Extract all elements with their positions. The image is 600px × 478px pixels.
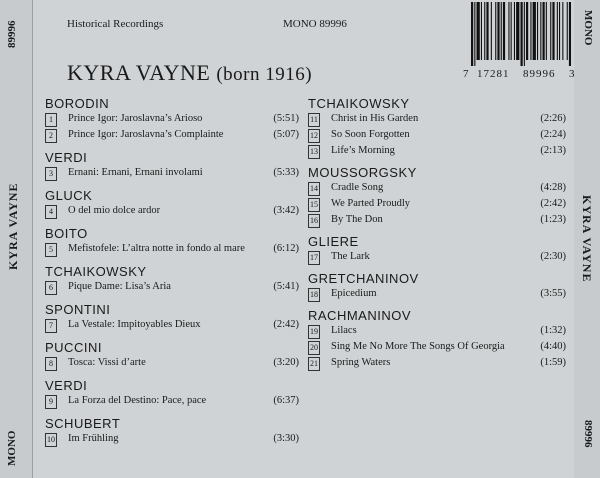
track-duration: (1:59) bbox=[540, 357, 566, 368]
track-row bbox=[45, 205, 299, 219]
barcode-bar bbox=[516, 2, 519, 60]
track-number: 18 bbox=[308, 288, 320, 302]
track-number: 19 bbox=[308, 325, 320, 339]
track-title: Ernani: Ernani, Ernani involami bbox=[68, 167, 203, 178]
composer-heading: GLUCK bbox=[45, 188, 93, 203]
track-title: Spring Waters bbox=[331, 357, 391, 368]
barcode-bar bbox=[501, 2, 502, 60]
track-number: 16 bbox=[308, 214, 320, 228]
track-title: O del mio dolce ardor bbox=[68, 205, 161, 216]
track-row bbox=[308, 198, 566, 212]
track-duration: (3:55) bbox=[540, 288, 566, 299]
composer-heading: TCHAIKOWSKY bbox=[308, 96, 410, 111]
barcode-bar bbox=[481, 2, 482, 60]
track-duration: (3:42) bbox=[273, 205, 299, 216]
track-duration: (1:32) bbox=[540, 325, 566, 336]
track-row bbox=[308, 341, 566, 355]
track-row bbox=[308, 214, 566, 228]
spine-artist-name-right: KYRA VAYNE bbox=[580, 195, 594, 283]
track-row bbox=[308, 129, 566, 143]
composer-heading: SCHUBERT bbox=[45, 416, 121, 431]
track-duration: (6:37) bbox=[273, 395, 299, 406]
barcode-digits-group2: 89996 bbox=[523, 68, 556, 80]
track-row bbox=[45, 113, 299, 127]
track-row bbox=[45, 167, 299, 181]
barcode-bar bbox=[514, 2, 515, 60]
barcode-bar bbox=[557, 2, 558, 60]
composer-heading: BOITO bbox=[45, 226, 88, 241]
barcode-bar bbox=[471, 2, 473, 66]
composer-heading: GRETCHANINOV bbox=[308, 271, 419, 286]
barcode-bar bbox=[524, 2, 525, 66]
barcode-bar bbox=[552, 2, 554, 60]
composer-heading: GLIERE bbox=[308, 234, 359, 249]
track-duration: (2:13) bbox=[540, 145, 566, 156]
track-row bbox=[45, 433, 299, 447]
track-title: La Forza del Destino: Pace, pace bbox=[68, 395, 207, 406]
barcode-bar bbox=[503, 2, 505, 60]
barcode bbox=[463, 2, 575, 80]
spine-mono-right: MONO bbox=[582, 10, 594, 46]
track-duration: (5:07) bbox=[273, 129, 299, 140]
barcode-bar bbox=[526, 2, 528, 60]
track-row bbox=[308, 113, 566, 127]
track-title: Prince Igor: Jaroslavna’s Complainte bbox=[68, 129, 224, 140]
track-row bbox=[45, 357, 299, 371]
track-title: Tosca: Vissi d’arte bbox=[68, 357, 146, 368]
barcode-bar bbox=[495, 2, 496, 60]
track-number: 17 bbox=[308, 251, 320, 265]
track-title: So Soon Forgotten bbox=[331, 129, 410, 140]
track-title: Pique Dame: Lisa’s Aria bbox=[68, 281, 171, 292]
spine-artist-name: KYRA VAYNE bbox=[6, 182, 20, 270]
track-title: We Parted Proudly bbox=[331, 198, 411, 209]
track-title: Christ in His Garden bbox=[331, 113, 419, 124]
track-title: Cradle Song bbox=[331, 182, 384, 193]
composer-heading: VERDI bbox=[45, 150, 88, 165]
track-number: 10 bbox=[45, 433, 57, 447]
track-row bbox=[45, 319, 299, 333]
barcode-bar bbox=[569, 2, 571, 66]
barcode-digit-left: 7 bbox=[463, 68, 469, 80]
left-spine bbox=[0, 0, 33, 478]
track-duration: (3:30) bbox=[273, 433, 299, 444]
track-number: 2 bbox=[45, 129, 57, 143]
barcode-digits-group1: 17281 bbox=[477, 68, 510, 80]
track-title: Sing Me No More The Songs Of Georgia bbox=[331, 341, 505, 352]
barcode-bar bbox=[486, 2, 488, 60]
catalog-number: MONO 89996 bbox=[283, 18, 347, 30]
barcode-bar bbox=[550, 2, 551, 60]
artist-name: KYRA VAYNE bbox=[67, 60, 211, 85]
track-row bbox=[308, 145, 566, 159]
track-number: 13 bbox=[308, 145, 320, 159]
track-row bbox=[308, 357, 566, 371]
track-title: The Lark bbox=[331, 251, 370, 262]
track-row bbox=[308, 288, 566, 302]
label-name: Historical Recordings bbox=[67, 18, 164, 30]
track-number: 8 bbox=[45, 357, 57, 371]
track-duration: (5:51) bbox=[273, 113, 299, 124]
barcode-bar bbox=[546, 2, 547, 60]
track-duration: (1:23) bbox=[540, 214, 566, 225]
track-number: 7 bbox=[45, 319, 57, 333]
spine-code-right: 89996 bbox=[582, 420, 594, 448]
barcode-bar bbox=[511, 2, 512, 60]
track-row bbox=[45, 129, 299, 143]
track-duration: (4:40) bbox=[540, 341, 566, 352]
track-title: Epicedium bbox=[331, 288, 377, 299]
track-title: La Vestale: Impitoyables Dieux bbox=[68, 319, 201, 330]
spine-code: 89996 bbox=[6, 20, 18, 48]
track-row bbox=[45, 243, 299, 257]
track-duration: (4:28) bbox=[540, 182, 566, 193]
track-duration: (2:24) bbox=[540, 129, 566, 140]
track-duration: (5:41) bbox=[273, 281, 299, 292]
track-number: 4 bbox=[45, 205, 57, 219]
track-title: Lilacs bbox=[331, 325, 357, 336]
track-title: Life’s Morning bbox=[331, 145, 395, 156]
barcode-bar bbox=[497, 2, 499, 60]
track-row bbox=[308, 182, 566, 196]
track-number: 9 bbox=[45, 395, 57, 409]
barcode-bar bbox=[530, 2, 531, 60]
composer-heading: SPONTINI bbox=[45, 302, 111, 317]
track-duration: (2:42) bbox=[273, 319, 299, 330]
track-title: Mefistofele: L’altra notte in fondo al mare bbox=[68, 243, 245, 254]
track-number: 11 bbox=[308, 113, 320, 127]
track-number: 15 bbox=[308, 198, 320, 212]
composer-heading: VERDI bbox=[45, 378, 88, 393]
track-title: By The Don bbox=[331, 214, 383, 225]
track-number: 20 bbox=[308, 341, 320, 355]
track-row bbox=[45, 281, 299, 295]
track-duration: (2:30) bbox=[540, 251, 566, 262]
track-number: 1 bbox=[45, 113, 57, 127]
track-duration: (2:26) bbox=[540, 113, 566, 124]
barcode-bar bbox=[537, 2, 538, 60]
barcode-bar bbox=[508, 2, 509, 60]
barcode-bar bbox=[533, 2, 536, 60]
right-spine bbox=[573, 0, 600, 478]
spine-mono: MONO bbox=[6, 430, 18, 466]
track-number: 21 bbox=[308, 357, 320, 371]
track-duration: (2:42) bbox=[540, 198, 566, 209]
track-title: Im Frühling bbox=[68, 433, 119, 444]
track-number: 3 bbox=[45, 167, 57, 181]
composer-heading: PUCCINI bbox=[45, 340, 102, 355]
album-title bbox=[67, 60, 312, 86]
track-duration: (6:12) bbox=[273, 243, 299, 254]
track-number: 6 bbox=[45, 281, 57, 295]
barcode-bar bbox=[521, 2, 523, 66]
track-title: Prince Igor: Jaroslavna’s Arioso bbox=[68, 113, 203, 124]
barcode-digit-right: 3 bbox=[569, 68, 575, 80]
track-duration: (3:20) bbox=[273, 357, 299, 368]
composer-heading: RACHMANINOV bbox=[308, 308, 412, 323]
artist-born: (born 1916) bbox=[216, 64, 313, 85]
composer-heading: TCHAIKOWSKY bbox=[45, 264, 147, 279]
barcode-bar bbox=[540, 2, 541, 60]
track-number: 14 bbox=[308, 182, 320, 196]
barcode-bar bbox=[559, 2, 560, 60]
track-row bbox=[308, 325, 566, 339]
barcode-bar bbox=[484, 2, 485, 60]
barcode-bars bbox=[467, 2, 571, 66]
barcode-bar bbox=[567, 2, 568, 60]
track-number: 12 bbox=[308, 129, 320, 143]
track-row bbox=[308, 251, 566, 265]
track-row bbox=[45, 395, 299, 409]
barcode-bar bbox=[477, 2, 480, 60]
track-duration: (5:33) bbox=[273, 167, 299, 178]
composer-heading: BORODIN bbox=[45, 96, 110, 111]
track-number: 5 bbox=[45, 243, 57, 257]
composer-heading: MOUSSORGSKY bbox=[308, 165, 417, 180]
back-cover-panel bbox=[33, 0, 574, 478]
barcode-bar bbox=[474, 2, 475, 66]
barcode-bar bbox=[562, 2, 563, 60]
barcode-bar bbox=[491, 2, 492, 60]
barcode-bar bbox=[543, 2, 545, 60]
